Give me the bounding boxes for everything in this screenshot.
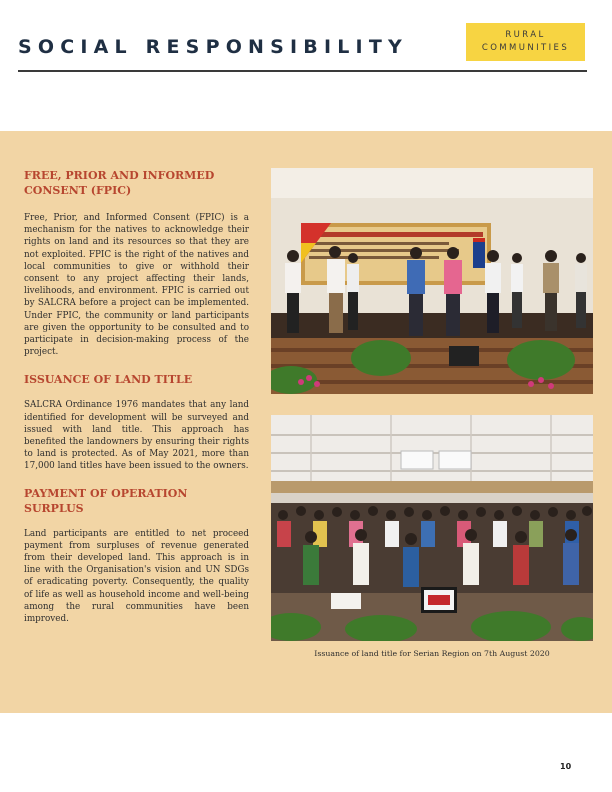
page-number: 10 [560,762,572,771]
land-title-heading: ISSUANCE OF LAND TITLE [24,373,193,387]
title-divider [18,70,587,72]
fpic-body: Free, Prior, and Informed Consent (FPIC) is a mechanism for the natives to acknowledge their rights on land and its resources so that they are not exploited. FPIC is the right of the natives and local communities to give or withhold their consent to any project affecting their lands, livelihoods, and environment. FPIC is carried out by SALCRA before a project can be implemented. Under FPIC, the community or land participants are given the opportunity to be consulted and to participate in decision-making process of the project. [24,213,249,358]
operation-surplus-body: Land participants are entitled to net proceed payment from surpluses of revenue generated from their developed land. This approach is in line with the Organisation's vision and UN SDGs of eradicating poverty. Consequently, the quality of life as well as household income and well-being among the rural communities have been improved. [24,528,249,625]
fpic-heading: FREE, PRIOR AND INFORMED CONSENT (FPIC) [24,169,215,197]
land-title-body: SALCRA Ordinance 1976 mandates that any land identified for development will be surveyed and issued with land title. This approach has benefited the landowners by ensuring their rights to land is protected. As of May 2021, more than 17,000 land titles have been issued to the owners. [24,400,249,472]
operation-surplus-heading: PAYMENT OF OPERATION SURPLUS [24,486,188,515]
section-tag-line-2: COMMUNITIES [481,43,570,53]
ceremony-stage-photo [271,168,593,394]
land-title-hall-photo [271,415,593,641]
page-title: SOCIAL RESPONSIBILITY [18,36,408,58]
text-column [24,168,249,625]
photo-caption: Issuance of land title for Serian Region on 7th August 2020 [314,649,550,658]
section-tag-line-1: RURAL [505,30,546,40]
section-tag [466,23,585,61]
